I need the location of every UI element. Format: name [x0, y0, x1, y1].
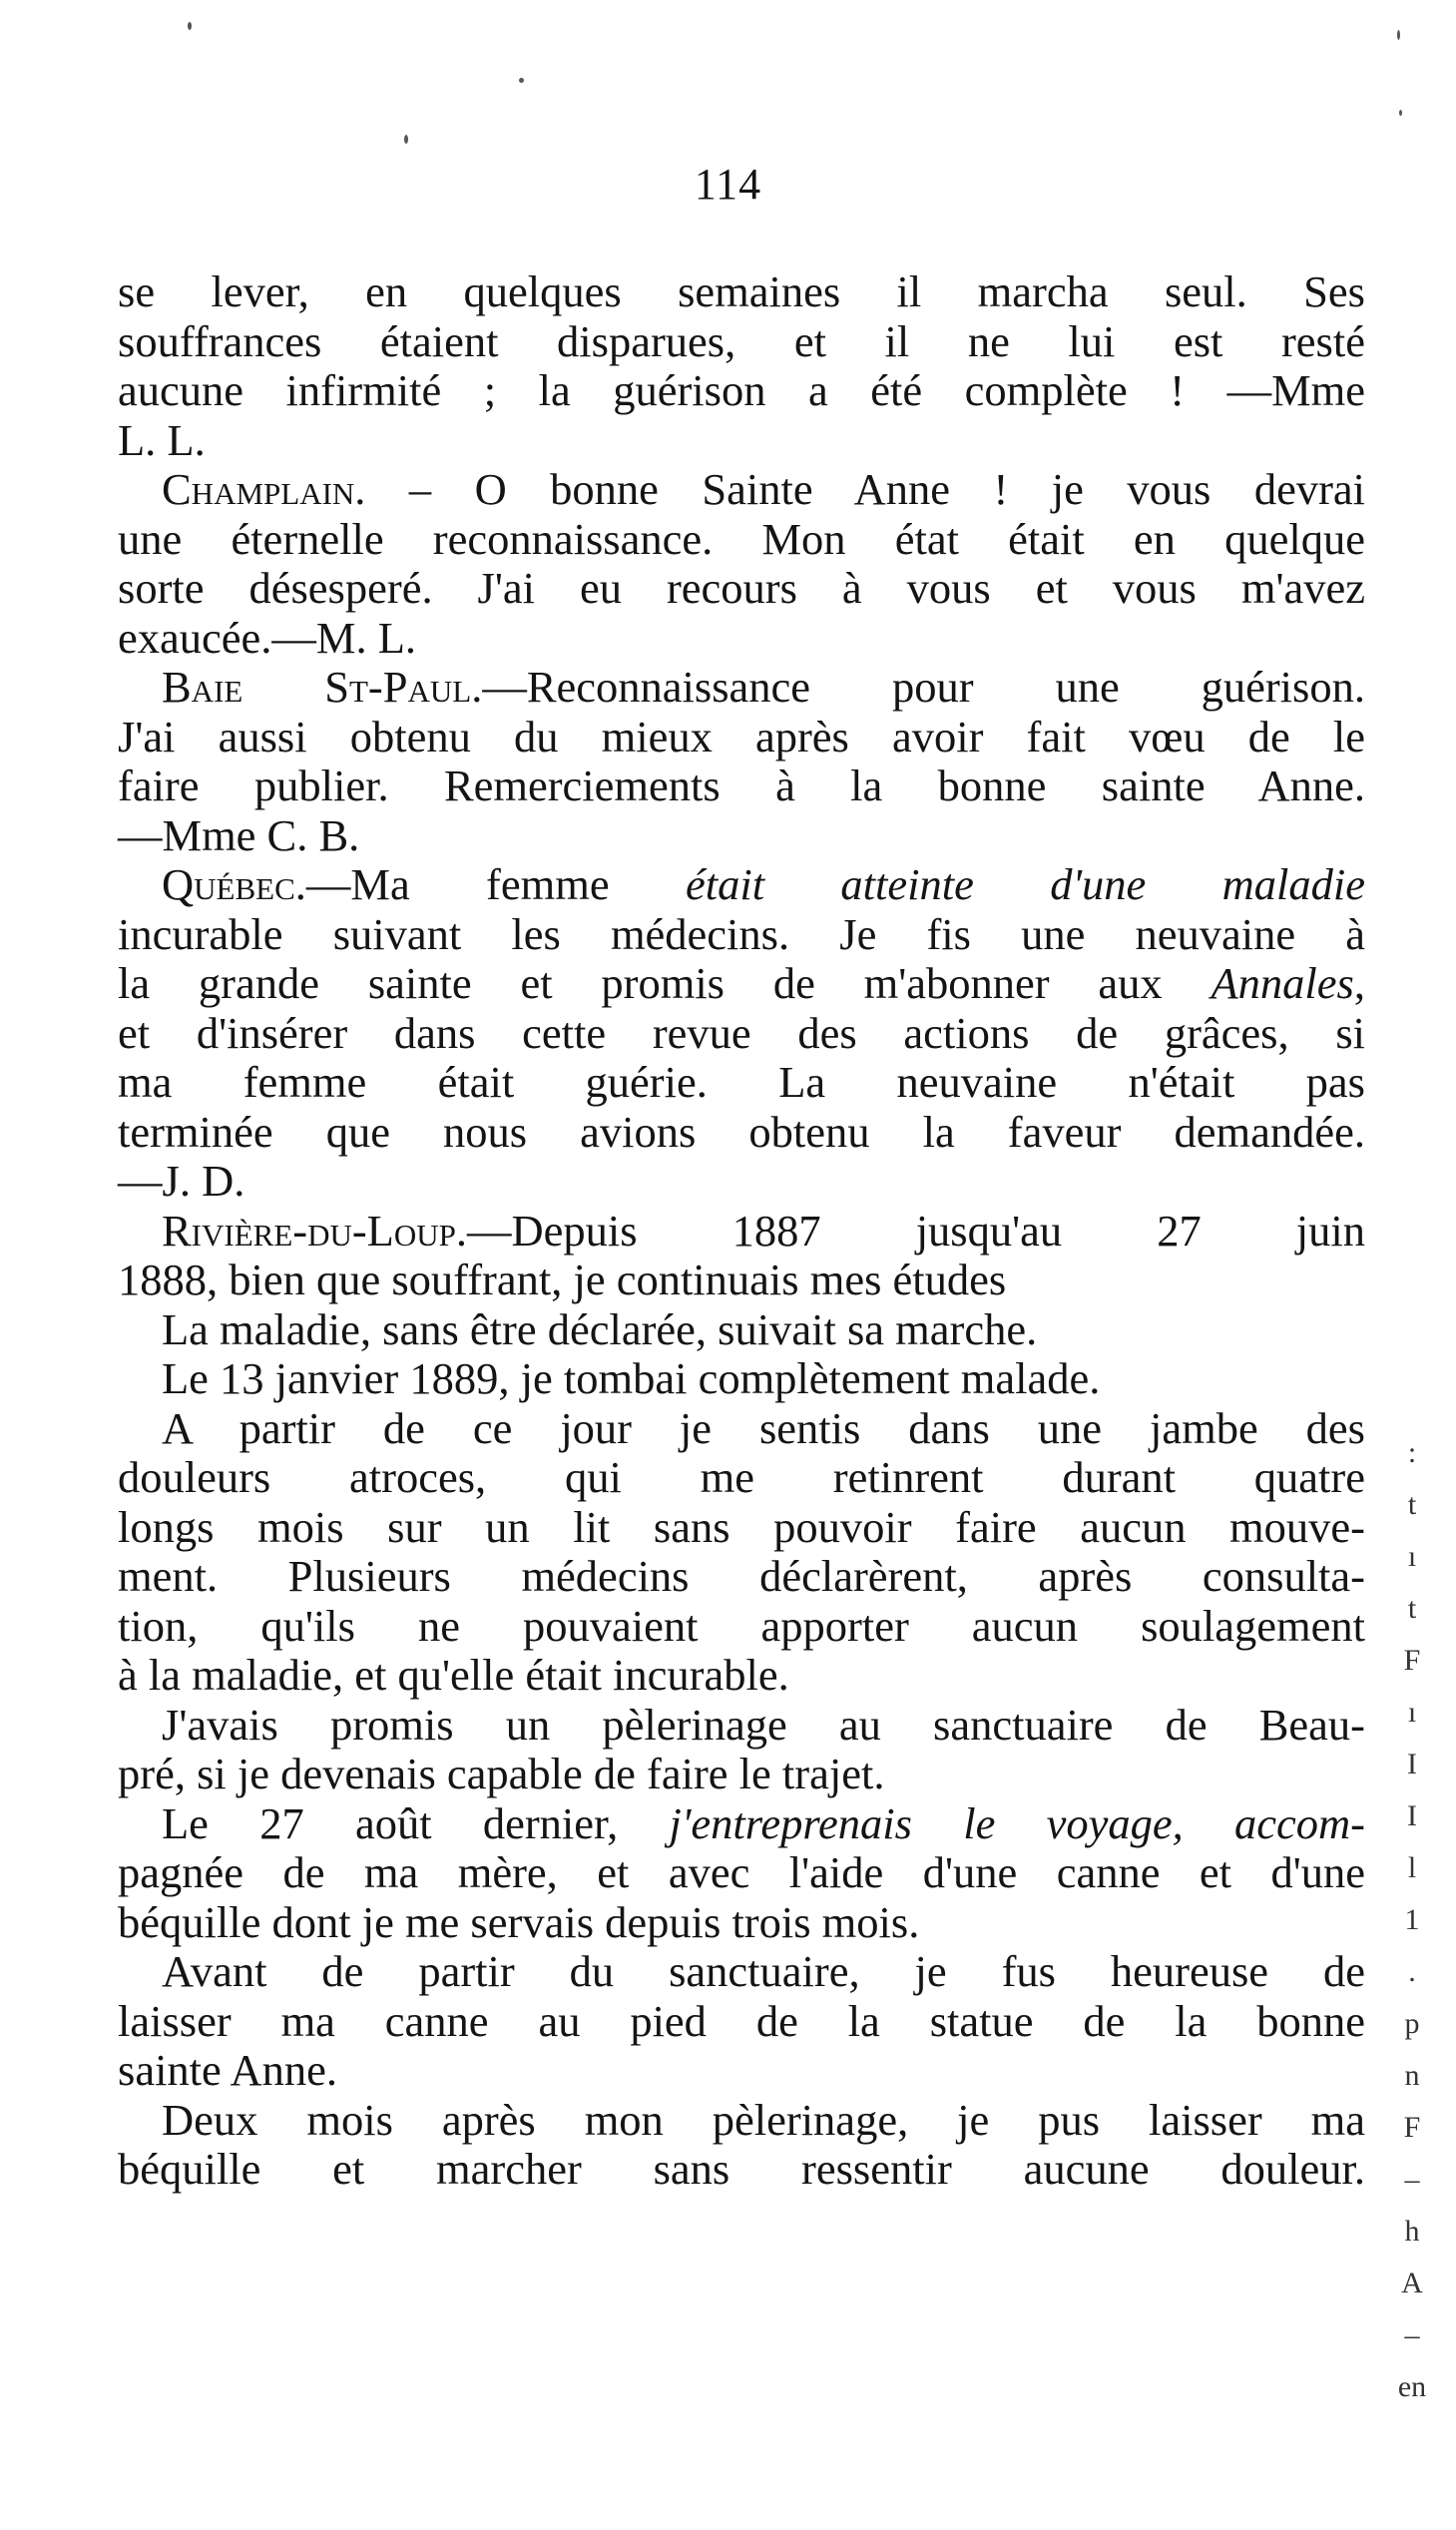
scan-speck	[1397, 30, 1400, 40]
text-line	[118, 2096, 1365, 2146]
text-line	[118, 1503, 1365, 1553]
margin-char: I	[1407, 1799, 1417, 1832]
margin-char: –	[1404, 2318, 1420, 2351]
margin-char: A	[1401, 2267, 1423, 2299]
text-line	[118, 1108, 1365, 1158]
text-line	[118, 564, 1365, 614]
margin-char: p	[1404, 2007, 1420, 2040]
line-text: La maladie, sans être déclarée, suivait sa marche.	[162, 1303, 1038, 1354]
line-text: A partir de ce jour je sentis dans une jambe des	[162, 1402, 1365, 1453]
text-line	[118, 614, 1365, 664]
text-line	[118, 1404, 1365, 1454]
text-line	[118, 416, 1365, 466]
margin-char: en	[1397, 2370, 1427, 2403]
margin-char: I	[1407, 1748, 1417, 1780]
line-text: J'avais promis un pèlerinage au sanctuaire de Beau-	[162, 1699, 1365, 1750]
line-text: béquille dont je me servais depuis trois mois.	[118, 1896, 920, 1947]
text-line	[118, 1898, 1365, 1948]
text-line	[118, 1602, 1365, 1652]
text-line	[118, 1354, 1365, 1404]
scan-speck	[1399, 110, 1402, 116]
line-text: exaucée.—M. L.	[118, 612, 417, 663]
margin-char: t	[1407, 1488, 1417, 1521]
text-line	[118, 1947, 1365, 1997]
text-line	[118, 910, 1365, 960]
text-line	[118, 1305, 1365, 1355]
line-text: sainte Anne.	[118, 2045, 337, 2095]
text-line	[118, 1157, 1365, 1207]
text-line	[118, 317, 1365, 367]
line-text: Le 13 janvier 1889, je tombai complètement malade.	[162, 1353, 1101, 1403]
text-line	[118, 465, 1365, 515]
text-line	[118, 2145, 1365, 2195]
scan-speck	[404, 135, 408, 144]
line-text: sorte désesperé. J'ai eu recours à vous et vous m'avez	[118, 563, 1365, 613]
text-line	[118, 366, 1365, 416]
text-line	[118, 515, 1365, 565]
line-text: à la maladie, et qu'elle était incurable.	[118, 1650, 789, 1700]
margin-char: F	[1403, 1644, 1421, 1677]
text-line	[118, 1651, 1365, 1701]
line-text: se lever, en quelques semaines il marcha seul. Ses	[118, 266, 1365, 316]
line-text: —Reconnaissance pour une guérison.	[482, 662, 1365, 712]
italic-phrase: était atteinte d'une maladie	[685, 859, 1365, 909]
margin-char: ı	[1407, 1540, 1417, 1573]
line-text: faire publier. Remerciements à la bonne sainte Anne.	[118, 760, 1365, 810]
line-text: —J. D.	[118, 1156, 245, 1206]
place-name: Rivière-du-Loup.	[162, 1205, 467, 1256]
line-text: – O bonne Sainte Anne ! je vous devrai	[365, 464, 1365, 514]
italic-phrase: Annales	[1211, 958, 1354, 1008]
scan-speck	[188, 22, 192, 30]
line-text: pagnée de ma mère, et avec l'aide d'une canne et d'une	[118, 1847, 1365, 1897]
margin-char: l	[1407, 1851, 1417, 1884]
line-text: —Ma femme était atteinte d'une maladie	[305, 859, 1365, 909]
line-text: tion, qu'ils ne pouvaient apporter aucun soulagement	[118, 1600, 1365, 1651]
line-text: laisser ma canne au pied de la statue de la bonne	[118, 1995, 1365, 2046]
text-line	[118, 1848, 1365, 1898]
text-line	[118, 1997, 1365, 2047]
line-text: J'ai aussi obtenu du mieux après avoir fait vœu de le	[118, 711, 1365, 761]
line-text: béquille et marcher sans ressentir aucune douleur.	[118, 2144, 1365, 2194]
text-line	[118, 1058, 1365, 1108]
text-line	[118, 1552, 1365, 1602]
line-text: 1888, bien que souffrant, je continuais mes études	[118, 1255, 1007, 1304]
line-text: aucune infirmité ; la guérison a été complète ! —Mme	[118, 365, 1365, 415]
text-line	[118, 2046, 1365, 2096]
text-line	[118, 811, 1365, 861]
margin-char: ı	[1407, 1696, 1417, 1729]
italic-phrase: j'entreprenais le voyage, accom-	[669, 1797, 1365, 1848]
text-line	[118, 1799, 1365, 1849]
margin-char: F	[1403, 2111, 1421, 2144]
text-line	[118, 761, 1365, 811]
line-text: Le 27 août dernier, j'entreprenais le voyage, accom-	[162, 1797, 1365, 1848]
line-text: ma femme était guérie. La neuvaine n'était pas	[118, 1057, 1365, 1107]
line-text: la grande sainte et promis de m'abonner aux Annales,	[118, 958, 1365, 1008]
text-line	[118, 860, 1365, 910]
line-text: souffrances étaient disparues, et il ne lui est resté	[118, 315, 1365, 366]
line-text: —Mme C. B.	[118, 809, 360, 860]
margin-char: t	[1407, 1592, 1417, 1625]
line-text: —Depuis 1887 jusqu'au 27 juin	[467, 1205, 1365, 1256]
scan-speck	[519, 78, 524, 83]
text-line	[118, 663, 1365, 713]
text-line	[118, 267, 1365, 317]
text-line	[118, 1009, 1365, 1059]
line-text: douleurs atroces, qui me retinrent durant quatre	[118, 1452, 1365, 1502]
text-line	[118, 1701, 1365, 1751]
line-text: L. L.	[118, 414, 206, 465]
text-line	[118, 1256, 1365, 1305]
margin-char: n	[1404, 2059, 1420, 2092]
page-number: 114	[694, 160, 762, 209]
place-name: Québec.	[162, 859, 306, 909]
body-text	[118, 267, 1365, 2195]
line-text: Avant de partir du sanctuaire, je fus heureuse de	[162, 1946, 1365, 1996]
text-line	[118, 959, 1365, 1009]
margin-char: –	[1404, 2163, 1420, 2196]
text-line	[118, 713, 1365, 762]
margin-char: .	[1408, 1955, 1416, 1988]
line-text: et d'insérer dans cette revue des actions de grâces, si	[118, 1007, 1365, 1058]
line-text: incurable suivant les médecins. Je fis une neuvaine à	[118, 908, 1365, 959]
margin-char: 1	[1404, 1903, 1420, 1936]
text-line	[118, 1750, 1365, 1799]
line-text: une éternelle reconnaissance. Mon état était en quelque	[118, 513, 1365, 564]
line-text: pré, si je devenais capable de faire le trajet.	[118, 1749, 885, 1798]
line-text: ment. Plusieurs médecins déclarèrent, après consulta-	[118, 1551, 1365, 1601]
margin-char: h	[1404, 2215, 1420, 2248]
text-line	[118, 1207, 1365, 1257]
place-name: Baie St-Paul.	[162, 662, 483, 712]
line-text: Deux mois après mon pèlerinage, je pus laisser ma	[162, 2094, 1365, 2145]
place-name: Champlain.	[162, 464, 366, 514]
margin-bleed-through	[1392, 1427, 1432, 2413]
line-text: terminée que nous avions obtenu la faveur demandée.	[118, 1106, 1365, 1157]
line-text: longs mois sur un lit sans pouvoir faire aucun mouve-	[118, 1501, 1365, 1552]
margin-char: :	[1407, 1436, 1417, 1469]
text-line	[118, 1453, 1365, 1503]
